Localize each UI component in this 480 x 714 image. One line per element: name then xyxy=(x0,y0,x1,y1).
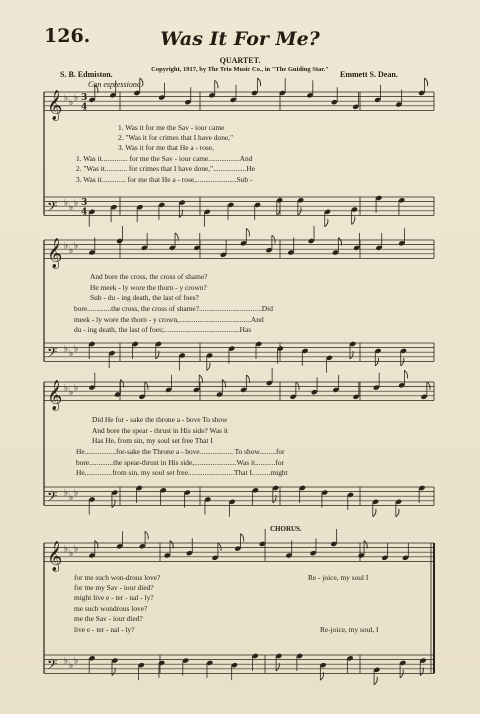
flat-sign: ♭ xyxy=(69,98,74,109)
flat-sign: ♭ xyxy=(74,383,79,394)
note-flag xyxy=(375,358,378,366)
note-flag xyxy=(246,228,249,236)
bass-clef: 𝄢 xyxy=(47,488,58,508)
lyric-line: He.................for-sake the Throne a - bove.................. To show.........for xyxy=(76,447,285,456)
hymn-subtitle: QUARTET. xyxy=(219,56,261,65)
time-signature: 4 xyxy=(81,102,88,113)
lyric-line: live e - ter - nal - ly? xyxy=(74,625,135,634)
flat-sign: ♭ xyxy=(64,544,69,555)
flat-sign: ♭ xyxy=(74,544,79,555)
flat-sign: ♭ xyxy=(74,656,79,667)
flat-sign: ♭ xyxy=(64,488,69,499)
treble-clef: 𝄞 xyxy=(47,238,63,269)
lyric-line: bore.............the cross, the cross of shame?..................................Did xyxy=(74,304,273,313)
time-signature: 4 xyxy=(81,207,88,218)
note-flag xyxy=(257,78,260,86)
lyric-line: 1. Was it for me the Sav - iour came xyxy=(118,123,225,132)
note-flag xyxy=(298,207,301,215)
copyright-notice: Copyright, 1917, by The Trio Music Co., in "The Guiding Star." xyxy=(151,66,329,73)
note-flag xyxy=(145,531,148,539)
lyric-line: meek - ly wore the thorn - y crown,.......................................And xyxy=(74,315,264,324)
lyric-line: me such wondrous love? xyxy=(74,604,148,613)
lyric-line: He meek - ly wore the thorn - y crown? xyxy=(90,283,207,292)
lyric-line: du - ing death, the last of foes;.........................................Has xyxy=(74,325,252,334)
lyric-line: Has He, from sin, my soul set free That I xyxy=(92,436,213,445)
lyric-line: He,..............from sin, my soul set free.........................That I..........might xyxy=(76,468,288,477)
flat-sign: ♭ xyxy=(69,246,74,257)
time-signature: 3 xyxy=(81,198,88,209)
flat-sign: ♭ xyxy=(69,349,74,360)
lyric-line: bore.............the spear-thrust in His side,.......................Was it...........for xyxy=(76,458,285,467)
flat-sign: ♭ xyxy=(64,656,69,667)
flat-sign: ♭ xyxy=(69,549,74,560)
note-flag xyxy=(374,677,377,685)
flat-sign: ♭ xyxy=(64,93,69,104)
chorus-lyric: Re-joice, my soul, I xyxy=(320,625,379,634)
note-flag xyxy=(218,543,221,551)
flat-sign: ♭ xyxy=(69,493,74,504)
time-signature: 3 xyxy=(81,93,88,104)
composer: Emmett S. Dean. xyxy=(340,70,398,79)
note-flag xyxy=(404,370,407,378)
note-flag xyxy=(401,358,404,366)
note-flag xyxy=(145,382,148,390)
chorus-lyric: Re - joice, my soul I xyxy=(308,573,369,582)
lyric-line: 3. Was it for me that He a - rose, xyxy=(118,143,214,152)
flat-sign: ♭ xyxy=(69,203,74,214)
flat-sign: ♭ xyxy=(69,661,74,672)
lyric-line: Did He for - sake the throne a - bove To show xyxy=(92,415,228,424)
lyricist: S. B. Edmiston. xyxy=(60,70,113,79)
note-flag xyxy=(272,235,275,243)
note-flag xyxy=(215,80,218,88)
lyric-line: Sub - du - ing death, the last of foes? xyxy=(90,293,199,302)
lyric-line: me the Sav - iour died? xyxy=(74,614,143,623)
bass-clef: 𝄢 xyxy=(47,656,58,676)
lyric-line: 1. Was it.............. for me the Sav - iour came.................And xyxy=(76,154,253,163)
treble-clef: 𝄞 xyxy=(47,541,63,572)
flat-sign: ♭ xyxy=(64,198,69,209)
flat-sign: ♭ xyxy=(64,344,69,355)
note-flag xyxy=(140,78,143,86)
note-flag xyxy=(277,207,280,215)
treble-clef: 𝄞 xyxy=(47,90,63,121)
flat-sign: ♭ xyxy=(64,241,69,252)
note-flag xyxy=(427,382,430,390)
lyric-line: for me such won-drous love? xyxy=(74,573,161,582)
note-flag xyxy=(241,534,244,542)
note-flag xyxy=(207,363,210,371)
flat-sign: ♭ xyxy=(74,198,79,209)
lyric-line: 3. Was it............. for me that He a - rose,......................Sub - xyxy=(76,175,253,184)
bass-clef: 𝄢 xyxy=(47,198,58,218)
lyric-line: And bore the cross, the cross of shame? xyxy=(90,272,208,281)
hymn-number: 126. xyxy=(44,25,91,47)
lyric-line: 2. "Was it............ for crimes that I have done,"..................He xyxy=(76,164,256,173)
expression-mark: Con espressione. xyxy=(88,80,143,89)
note-flag xyxy=(424,78,427,86)
chorus-label: CHORUS. xyxy=(270,525,302,533)
lyric-line: for me my Sav - iour died? xyxy=(74,583,154,592)
hymn-title: Was It For Me? xyxy=(160,28,320,50)
note-flag xyxy=(400,670,403,678)
flat-sign: ♭ xyxy=(64,383,69,394)
flat-sign: ♭ xyxy=(69,388,74,399)
note-flag xyxy=(396,509,399,517)
bass-clef: 𝄢 xyxy=(47,344,58,364)
note-flag xyxy=(325,219,328,227)
note-flag xyxy=(373,509,376,517)
flat-sign: ♭ xyxy=(74,344,79,355)
lyric-line: might live e - ter - nal - ly? xyxy=(74,593,154,602)
note-flag xyxy=(296,382,299,390)
flat-sign: ♭ xyxy=(74,93,79,104)
note-flag xyxy=(352,217,355,225)
treble-clef: 𝄞 xyxy=(47,380,63,411)
flat-sign: ♭ xyxy=(74,488,79,499)
flat-sign: ♭ xyxy=(74,241,79,252)
lyric-line: 2. "Was it for crimes that I have done," xyxy=(118,133,234,142)
lyric-line: And bore the spear - thrust in His side? Was it xyxy=(92,426,228,435)
